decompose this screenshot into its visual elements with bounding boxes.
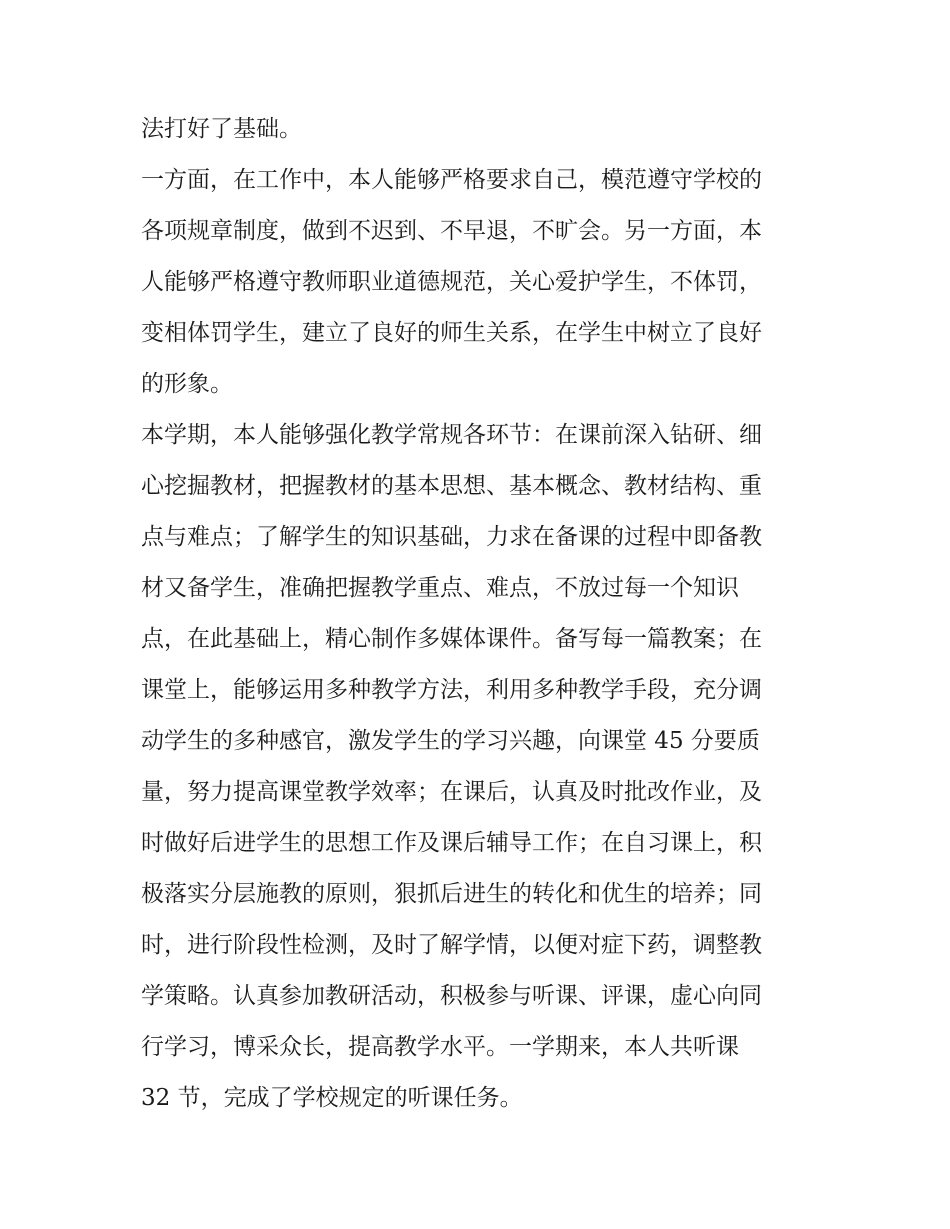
text-line: 一方面，在工作中，本人能够严格要求自己，模范遵守学校的 (141, 167, 762, 193)
text-line: 的形象。 (141, 371, 233, 397)
text-line: 心挖掘教材，把握教材的基本思想、基本概念、教材结构、重 (141, 473, 762, 499)
text-line: 行学习，博采众长，提高教学水平。一学期来，本人共听课 (141, 1034, 739, 1060)
text-line: 点，在此基础上，精心制作多媒体课件。备写每一篇教案；在 (141, 626, 762, 652)
text-line: 变相体罚学生，建立了良好的师生关系，在学生中树立了良好 (141, 320, 762, 346)
text-line: 各项规章制度，做到不迟到、不早退，不旷会。另一方面，本 (141, 218, 762, 244)
text-line: 时做好后进学生的思想工作及课后辅导工作；在自习课上，积 (141, 830, 762, 856)
text-line: 法打好了基础。 (141, 116, 302, 142)
text-line: 动学生的多种感官，激发学生的学习兴趣，向课堂 45 分要质 (141, 728, 760, 754)
text-line: 时，进行阶段性检测，及时了解学情，以便对症下药，调整教 (141, 932, 762, 958)
text-line: 32 节，完成了学校规定的听课任务。 (141, 1085, 523, 1111)
text-line: 材又备学生，准确把握教学重点、难点，不放过每一个知识 (141, 575, 739, 601)
text-line: 量，努力提高课堂教学效率；在课后，认真及时批改作业，及 (141, 779, 762, 805)
document-body (141, 104, 821, 1124)
text-line: 点与难点；了解学生的知识基础，力求在备课的过程中即备教 (141, 524, 762, 550)
text-line: 课堂上，能够运用多种教学方法，利用多种教学手段，充分调 (141, 677, 762, 703)
text-line: 极落实分层施教的原则，狠抓后进生的转化和优生的培养；同 (141, 881, 762, 907)
text-line: 学策略。认真参加教研活动，积极参与听课、评课，虚心向同 (141, 983, 762, 1009)
text-line: 人能够严格遵守教师职业道德规范，关心爱护学生，不体罚， (141, 269, 762, 295)
text-line: 本学期，本人能够强化教学常规各环节：在课前深入钻研、细 (141, 422, 762, 448)
